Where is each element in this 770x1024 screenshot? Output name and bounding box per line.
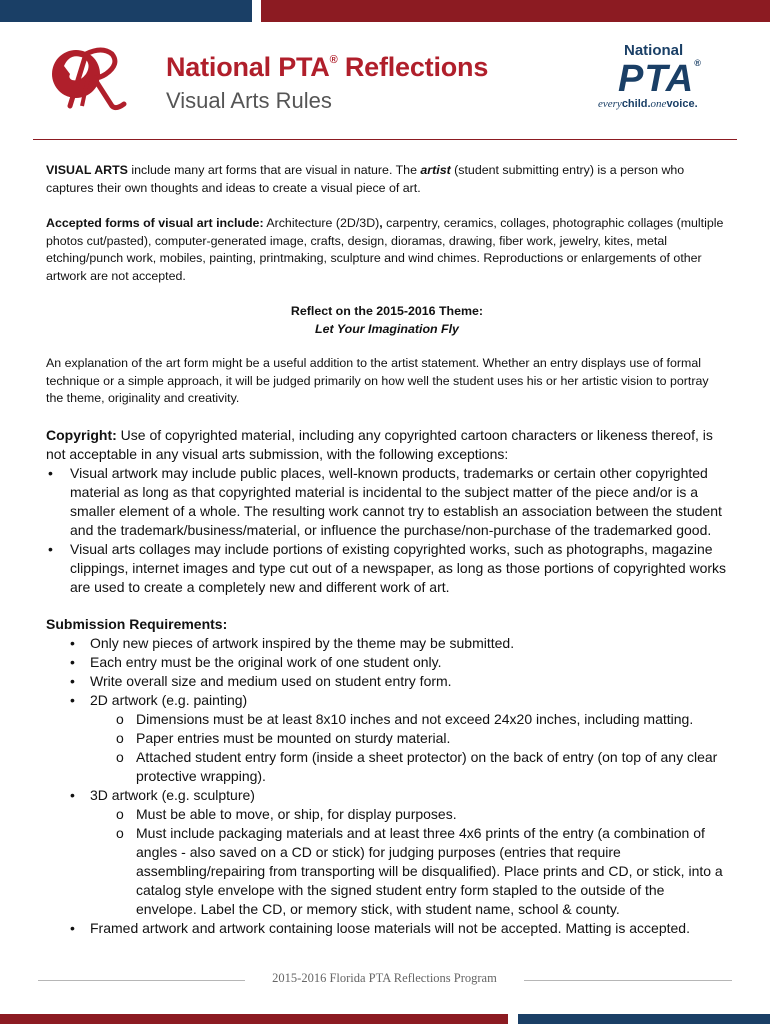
requirement-subitem: o Attached student entry form (inside a sheet protector) on the back of entry (on top of any clear protective wrapping). bbox=[116, 748, 718, 784]
requirement-item: • Framed artwork and artwork containing loose materials will not be accepted. Matting is accepted. bbox=[70, 919, 690, 936]
submission-requirements-section bbox=[46, 615, 728, 938]
page-subtitle: Visual Arts Rules bbox=[166, 88, 332, 113]
header-divider bbox=[33, 139, 737, 140]
header-bar-navy bbox=[0, 0, 252, 22]
requirements-title: Submission Requirements: bbox=[46, 615, 228, 632]
pta-logo-national: National bbox=[624, 42, 684, 59]
page-title: National PTA® Reflections bbox=[166, 52, 489, 82]
requirement-item: • 3D artwork (e.g. sculpture) o Must be able to move, or ship, for display purposes. o Must include packaging materials and at least three 4x6 prints of the entry (a combination of angles - also saved on a CD or stick) for judging purposes (entries that require assembling/repairing from transporting will be disqualified). Place prints and CD, or stick, into a catalog style envelope with the signed student entry form stapled to the outside of the envelope. Label the CD, or memory stick, with student name, school & county. bbox=[70, 786, 728, 919]
requirement-subitem: o Must be able to move, or ship, for display purposes. bbox=[116, 805, 457, 822]
intro-paragraph: VISUAL ARTS include many art forms that are visual in nature. The artist (student submitting entry) is a person who captures their own thoughts and ideas to create a visual piece of art. bbox=[46, 163, 685, 195]
copyright-section: Copyright: Use of copyrighted material, including any copyrighted cartoon characters or likeness thereof, is not acceptable in any visual arts submission, with the following exceptions: • Visual artwork may include public places, well-known products, trademarks or certain other copyrighted material as long as that copyrighted material is incidental to the subject matter of the piece and/or is a smaller element of a whole. The resulting work cannot try to establish an association between the student and the trademark/business/material, or influence the purchase/non-purchase of the trademarked good. • Visual arts collages may include portions of existing copyrighted works, such as photographs, magazine clippings, internet images and type cut out of a newspaper, as long as those portions of copyrighted works are used to create a completely new and different work of art. bbox=[46, 426, 727, 595]
footer-rule-right bbox=[524, 980, 732, 981]
requirement-subitem: o Must include packaging materials and at least three 4x6 prints of the entry (a combination of angles - also saved on a CD or stick) for judging purposes (entries that require assembling/repairing from transporting will be disqualified). Place prints and CD, or stick, into a catalog style envelope with the signed student entry form stapled to the outside of the envelope. Label the CD, or memory stick, with student name, school & county. bbox=[116, 824, 723, 917]
footer-text: 2015-2016 Florida PTA Reflections Program bbox=[272, 971, 497, 985]
document-body bbox=[46, 162, 728, 938]
requirement-item: • Only new pieces of artwork inspired by the theme may be submitted. bbox=[70, 634, 515, 651]
footer-bar-maroon bbox=[0, 1014, 508, 1024]
copyright-bullet: • Visual arts collages may include portions of existing copyrighted works, such as photographs, magazine clippings, internet images and type cut out of a newspaper, as long as those portions of copyrighted works are used to create a completely new and different work of art. bbox=[48, 540, 727, 595]
national-pta-logo bbox=[596, 40, 726, 120]
reflections-logo-icon bbox=[46, 44, 136, 114]
theme-block: Reflect on the 2015-2016 Theme: Let Your Imagination Fly bbox=[290, 304, 484, 336]
header-bar-maroon bbox=[261, 0, 770, 22]
requirement-subitem: o Dimensions must be at least 8x10 inches and not exceed 24x20 inches, including matting. bbox=[116, 710, 694, 727]
footer-rule-left bbox=[38, 980, 245, 981]
pta-logo-mark: PTA® bbox=[618, 58, 702, 100]
requirement-item: • Each entry must be the original work of one student only. bbox=[70, 653, 442, 670]
requirement-item: • 2D artwork (e.g. painting) o Dimensions must be at least 8x10 inches and not exceed 24x20 inches, including matting. o Paper entries must be mounted on sturdy material. o Attached student entry form (inside a sheet protector) on the back of entry (on top of any clear protective wrapping). bbox=[70, 691, 728, 786]
theme-name: Let Your Imagination Fly bbox=[315, 321, 459, 336]
pta-logo-tagline: everychild.onevoice. bbox=[598, 98, 698, 110]
footer-bar-navy bbox=[518, 1014, 770, 1024]
requirement-item: • Write overall size and medium used on student entry form. bbox=[70, 672, 452, 689]
copyright-bullet: • Visual artwork may include public places, well-known products, trademarks or certain other copyrighted material as long as that copyrighted material is incidental to the subject matter of the piece and/or is a smaller element of a whole. The resulting work cannot try to establish an association between the student and the trademark/business/material, or influence the purchase/non-purchase of the trademarked good. bbox=[48, 464, 722, 538]
requirement-subitem: o Paper entries must be mounted on sturdy material. bbox=[116, 729, 451, 746]
accepted-forms-paragraph: Accepted forms of visual art include: Architecture (2D/3D), carpentry, ceramics, collages, photographic collages (multiple photos cut/pasted), computer-generated image, crafts, design, dioramas, drawing, fiber work, jewelry, kites, metal etching/punch work, mobiles, painting, printmaking, sculpture and wind chimes. Reproductions or enlargements of other artwork are not accepted. bbox=[46, 216, 724, 283]
explanation-paragraph: An explanation of the art form might be a useful addition to the artist statement. Whether an entry displays use of formal technique or a simple approach, it will be judged primarily on how well the student uses his or her artistic vision to portray the theme, originality and creativity. bbox=[46, 356, 709, 405]
